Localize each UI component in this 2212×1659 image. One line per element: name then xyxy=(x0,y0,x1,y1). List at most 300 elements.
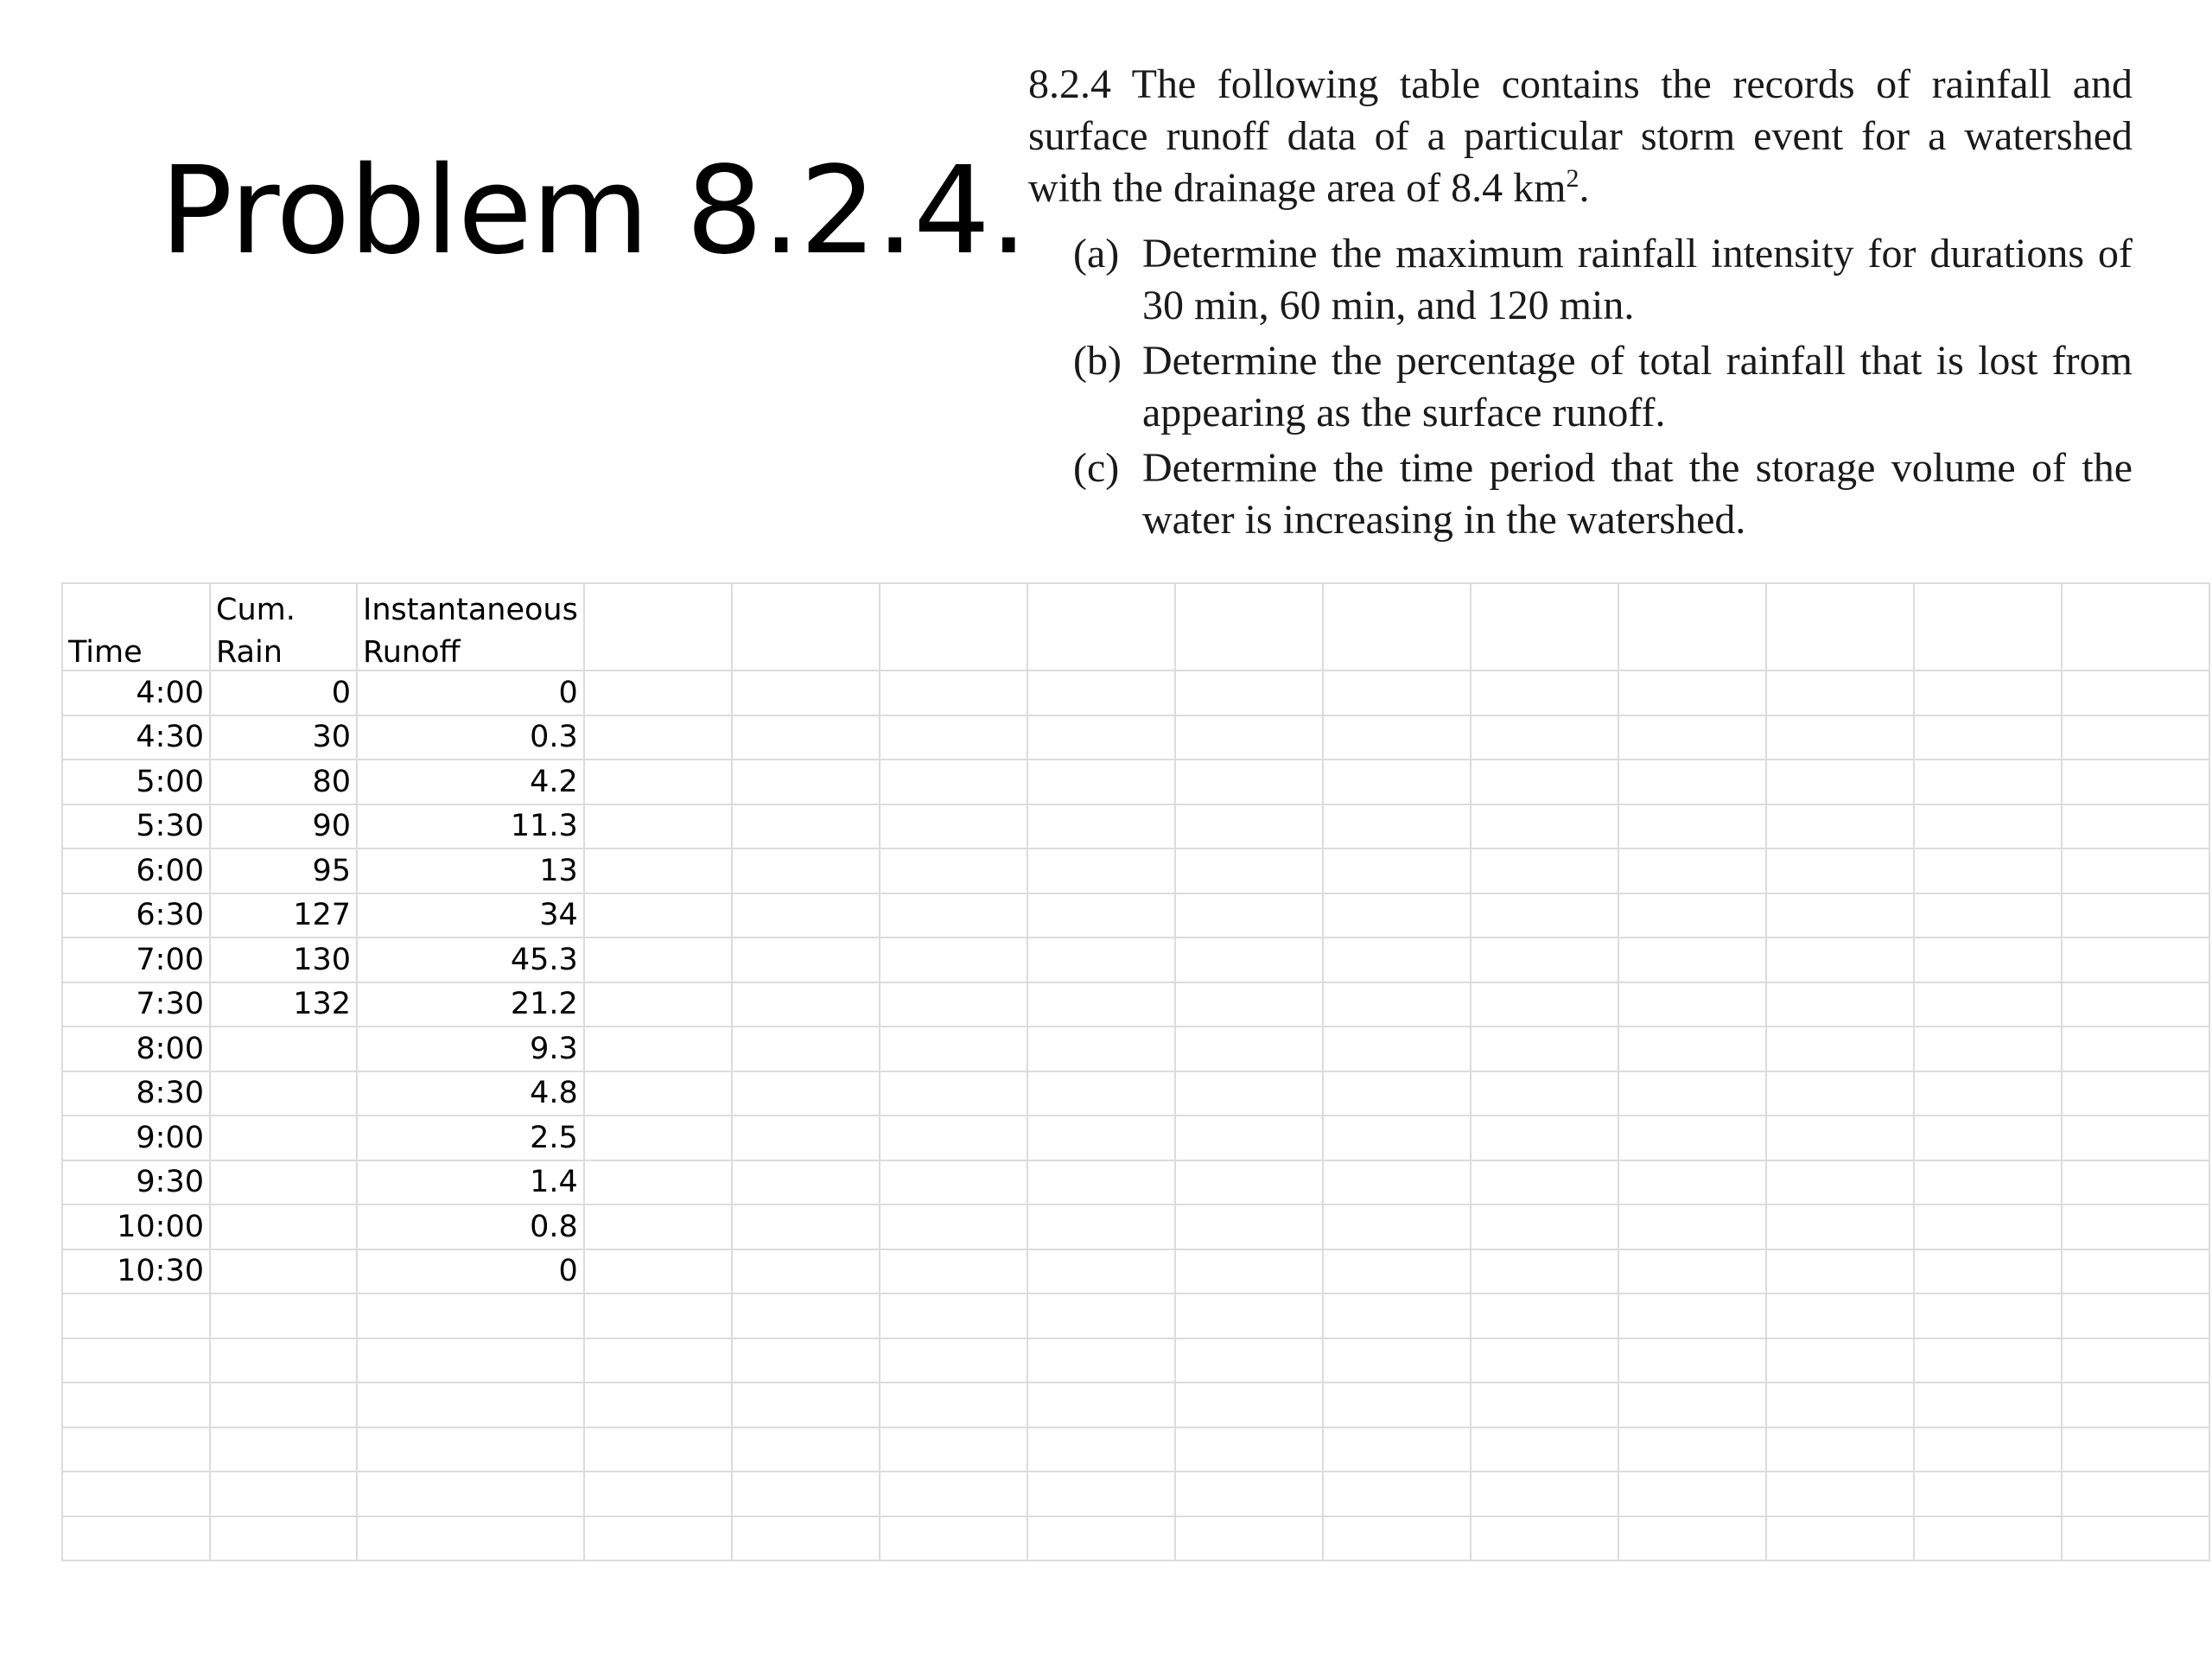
empty-cell[interactable] xyxy=(880,1427,1027,1472)
empty-cell[interactable] xyxy=(584,1294,732,1338)
empty-cell[interactable] xyxy=(1323,1249,1471,1294)
empty-cell[interactable] xyxy=(732,804,880,849)
empty-cell[interactable] xyxy=(1766,1338,1914,1383)
empty-cell[interactable] xyxy=(1323,893,1471,938)
empty-cell[interactable] xyxy=(732,938,880,982)
empty-cell[interactable] xyxy=(1618,982,1766,1027)
empty-cell[interactable] xyxy=(1766,1516,1914,1561)
empty-cell[interactable] xyxy=(1323,1471,1471,1516)
runoff-cell[interactable]: 9.3 xyxy=(357,1027,584,1071)
empty-cell[interactable] xyxy=(732,1071,880,1116)
empty-cell[interactable] xyxy=(1175,1160,1323,1205)
empty-cell[interactable] xyxy=(1027,1027,1175,1071)
empty-cell[interactable] xyxy=(584,627,732,671)
empty-cell[interactable] xyxy=(357,1338,584,1383)
empty-cell[interactable] xyxy=(1618,760,1766,804)
empty-cell[interactable] xyxy=(584,760,732,804)
header-cell[interactable]: Instantaneous xyxy=(357,583,584,627)
empty-cell[interactable] xyxy=(2062,1205,2209,1249)
empty-cell[interactable] xyxy=(1175,1205,1323,1249)
empty-cell[interactable] xyxy=(357,1516,584,1561)
empty-cell[interactable] xyxy=(1471,849,1618,893)
empty-cell[interactable] xyxy=(1175,1516,1323,1561)
empty-cell[interactable] xyxy=(880,760,1027,804)
empty-cell[interactable] xyxy=(880,1338,1027,1383)
empty-cell[interactable] xyxy=(1027,1382,1175,1427)
empty-cell[interactable] xyxy=(880,583,1027,627)
empty-cell[interactable] xyxy=(2062,938,2209,982)
empty-cell[interactable] xyxy=(732,1027,880,1071)
runoff-cell[interactable]: 0.3 xyxy=(357,715,584,760)
empty-cell[interactable] xyxy=(732,1516,880,1561)
empty-cell[interactable] xyxy=(1766,1249,1914,1294)
header-cell[interactable]: Cum. xyxy=(210,583,357,627)
header-cell[interactable]: Runoff xyxy=(357,627,584,671)
empty-cell[interactable] xyxy=(1323,671,1471,715)
empty-cell[interactable] xyxy=(1766,1382,1914,1427)
empty-cell[interactable] xyxy=(2062,1294,2209,1338)
empty-cell[interactable] xyxy=(584,1382,732,1427)
empty-cell[interactable] xyxy=(2062,982,2209,1027)
time-cell[interactable]: 5:30 xyxy=(62,804,210,849)
empty-cell[interactable] xyxy=(210,1471,357,1516)
cum-rain-cell[interactable] xyxy=(210,1205,357,1249)
runoff-cell[interactable]: 45.3 xyxy=(357,938,584,982)
empty-cell[interactable] xyxy=(732,1294,880,1338)
empty-cell[interactable] xyxy=(1618,1205,1766,1249)
empty-cell[interactable] xyxy=(1471,938,1618,982)
cum-rain-cell[interactable] xyxy=(210,1249,357,1294)
empty-cell[interactable] xyxy=(880,1382,1027,1427)
empty-cell[interactable] xyxy=(1471,1071,1618,1116)
cum-rain-cell[interactable] xyxy=(210,1160,357,1205)
empty-cell[interactable] xyxy=(1914,627,2062,671)
empty-cell[interactable] xyxy=(1027,1427,1175,1472)
empty-cell[interactable] xyxy=(1766,982,1914,1027)
empty-cell[interactable] xyxy=(2062,804,2209,849)
empty-cell[interactable] xyxy=(1914,1116,2062,1160)
empty-cell[interactable] xyxy=(880,1205,1027,1249)
empty-cell[interactable] xyxy=(210,1382,357,1427)
empty-cell[interactable] xyxy=(1766,849,1914,893)
empty-cell[interactable] xyxy=(1175,1471,1323,1516)
empty-cell[interactable] xyxy=(1914,1071,2062,1116)
empty-cell[interactable] xyxy=(1914,1160,2062,1205)
empty-cell[interactable] xyxy=(1175,1427,1323,1472)
empty-cell[interactable] xyxy=(1618,849,1766,893)
empty-cell[interactable] xyxy=(1914,1516,2062,1561)
empty-cell[interactable] xyxy=(732,1249,880,1294)
time-cell[interactable]: 6:30 xyxy=(62,893,210,938)
empty-cell[interactable] xyxy=(880,671,1027,715)
empty-cell[interactable] xyxy=(1471,1205,1618,1249)
empty-cell[interactable] xyxy=(880,1071,1027,1116)
empty-cell[interactable] xyxy=(1618,1116,1766,1160)
time-cell[interactable]: 6:00 xyxy=(62,849,210,893)
empty-cell[interactable] xyxy=(1027,760,1175,804)
empty-cell[interactable] xyxy=(880,1116,1027,1160)
cum-rain-cell[interactable]: 130 xyxy=(210,938,357,982)
empty-cell[interactable] xyxy=(1914,1427,2062,1472)
empty-cell[interactable] xyxy=(1914,671,2062,715)
empty-cell[interactable] xyxy=(1027,1249,1175,1294)
empty-cell[interactable] xyxy=(1914,849,2062,893)
empty-cell[interactable] xyxy=(1618,1160,1766,1205)
time-cell[interactable]: 9:00 xyxy=(62,1116,210,1160)
empty-cell[interactable] xyxy=(357,1471,584,1516)
empty-cell[interactable] xyxy=(62,1516,210,1561)
empty-cell[interactable] xyxy=(1914,1338,2062,1383)
empty-cell[interactable] xyxy=(1323,1205,1471,1249)
time-cell[interactable]: 4:30 xyxy=(62,715,210,760)
empty-cell[interactable] xyxy=(1766,1027,1914,1071)
empty-cell[interactable] xyxy=(1766,1116,1914,1160)
cum-rain-cell[interactable] xyxy=(210,1027,357,1071)
empty-cell[interactable] xyxy=(1471,1249,1618,1294)
empty-cell[interactable] xyxy=(880,627,1027,671)
empty-cell[interactable] xyxy=(1766,760,1914,804)
empty-cell[interactable] xyxy=(1175,760,1323,804)
empty-cell[interactable] xyxy=(210,1338,357,1383)
empty-cell[interactable] xyxy=(1323,1160,1471,1205)
empty-cell[interactable] xyxy=(2062,1382,2209,1427)
empty-cell[interactable] xyxy=(1471,1294,1618,1338)
empty-cell[interactable] xyxy=(732,1116,880,1160)
empty-cell[interactable] xyxy=(1618,804,1766,849)
empty-cell[interactable] xyxy=(1914,1205,2062,1249)
empty-cell[interactable] xyxy=(584,1249,732,1294)
empty-cell[interactable] xyxy=(1175,1382,1323,1427)
empty-cell[interactable] xyxy=(584,1071,732,1116)
empty-cell[interactable] xyxy=(584,893,732,938)
empty-cell[interactable] xyxy=(1618,1249,1766,1294)
empty-cell[interactable] xyxy=(1766,627,1914,671)
empty-cell[interactable] xyxy=(1766,1471,1914,1516)
empty-cell[interactable] xyxy=(880,1516,1027,1561)
empty-cell[interactable] xyxy=(2062,1516,2209,1561)
cum-rain-cell[interactable] xyxy=(210,1071,357,1116)
empty-cell[interactable] xyxy=(1914,1027,2062,1071)
empty-cell[interactable] xyxy=(1027,671,1175,715)
runoff-cell[interactable]: 0 xyxy=(357,1249,584,1294)
empty-cell[interactable] xyxy=(1175,1027,1323,1071)
empty-cell[interactable] xyxy=(1914,804,2062,849)
empty-cell[interactable] xyxy=(1766,1160,1914,1205)
empty-cell[interactable] xyxy=(1471,1338,1618,1383)
empty-cell[interactable] xyxy=(880,1294,1027,1338)
empty-cell[interactable] xyxy=(584,804,732,849)
empty-cell[interactable] xyxy=(1175,938,1323,982)
empty-cell[interactable] xyxy=(2062,1471,2209,1516)
empty-cell[interactable] xyxy=(584,1471,732,1516)
time-cell[interactable]: 7:30 xyxy=(62,982,210,1027)
runoff-cell[interactable]: 0 xyxy=(357,671,584,715)
empty-cell[interactable] xyxy=(62,1427,210,1472)
empty-cell[interactable] xyxy=(1027,938,1175,982)
empty-cell[interactable] xyxy=(1471,1471,1618,1516)
empty-cell[interactable] xyxy=(1471,627,1618,671)
empty-cell[interactable] xyxy=(1027,1205,1175,1249)
runoff-cell[interactable]: 4.2 xyxy=(357,760,584,804)
empty-cell[interactable] xyxy=(210,1294,357,1338)
empty-cell[interactable] xyxy=(2062,893,2209,938)
time-cell[interactable]: 10:00 xyxy=(62,1205,210,1249)
empty-cell[interactable] xyxy=(880,982,1027,1027)
empty-cell[interactable] xyxy=(1471,1027,1618,1071)
empty-cell[interactable] xyxy=(584,1116,732,1160)
header-cell[interactable] xyxy=(62,583,210,627)
empty-cell[interactable] xyxy=(584,849,732,893)
empty-cell[interactable] xyxy=(1471,1427,1618,1472)
empty-cell[interactable] xyxy=(1914,1294,2062,1338)
empty-cell[interactable] xyxy=(584,1027,732,1071)
runoff-cell[interactable]: 21.2 xyxy=(357,982,584,1027)
time-cell[interactable]: 8:00 xyxy=(62,1027,210,1071)
empty-cell[interactable] xyxy=(1471,804,1618,849)
empty-cell[interactable] xyxy=(584,1205,732,1249)
empty-cell[interactable] xyxy=(1471,893,1618,938)
empty-cell[interactable] xyxy=(1914,1249,2062,1294)
empty-cell[interactable] xyxy=(1323,1516,1471,1561)
empty-cell[interactable] xyxy=(584,1160,732,1205)
empty-cell[interactable] xyxy=(1618,1427,1766,1472)
cum-rain-cell[interactable] xyxy=(210,1116,357,1160)
empty-cell[interactable] xyxy=(2062,627,2209,671)
empty-cell[interactable] xyxy=(62,1382,210,1427)
empty-cell[interactable] xyxy=(1027,1294,1175,1338)
empty-cell[interactable] xyxy=(2062,1249,2209,1294)
empty-cell[interactable] xyxy=(880,1249,1027,1294)
empty-cell[interactable] xyxy=(1471,671,1618,715)
empty-cell[interactable] xyxy=(1027,715,1175,760)
empty-cell[interactable] xyxy=(732,627,880,671)
empty-cell[interactable] xyxy=(1323,938,1471,982)
empty-cell[interactable] xyxy=(1323,849,1471,893)
cum-rain-cell[interactable]: 80 xyxy=(210,760,357,804)
empty-cell[interactable] xyxy=(732,671,880,715)
empty-cell[interactable] xyxy=(1914,938,2062,982)
empty-cell[interactable] xyxy=(1471,982,1618,1027)
empty-cell[interactable] xyxy=(62,1294,210,1338)
empty-cell[interactable] xyxy=(1027,1071,1175,1116)
empty-cell[interactable] xyxy=(1766,1294,1914,1338)
empty-cell[interactable] xyxy=(880,893,1027,938)
runoff-cell[interactable]: 2.5 xyxy=(357,1116,584,1160)
empty-cell[interactable] xyxy=(1471,715,1618,760)
empty-cell[interactable] xyxy=(880,804,1027,849)
empty-cell[interactable] xyxy=(1323,1338,1471,1383)
empty-cell[interactable] xyxy=(1914,1382,2062,1427)
empty-cell[interactable] xyxy=(1618,1071,1766,1116)
empty-cell[interactable] xyxy=(1766,938,1914,982)
empty-cell[interactable] xyxy=(1175,804,1323,849)
empty-cell[interactable] xyxy=(1323,804,1471,849)
empty-cell[interactable] xyxy=(2062,1027,2209,1071)
cum-rain-cell[interactable]: 0 xyxy=(210,671,357,715)
empty-cell[interactable] xyxy=(210,1516,357,1561)
empty-cell[interactable] xyxy=(2062,760,2209,804)
empty-cell[interactable] xyxy=(1618,1471,1766,1516)
empty-cell[interactable] xyxy=(1766,804,1914,849)
runoff-cell[interactable]: 13 xyxy=(357,849,584,893)
empty-cell[interactable] xyxy=(1618,1382,1766,1427)
empty-cell[interactable] xyxy=(1914,715,2062,760)
empty-cell[interactable] xyxy=(2062,849,2209,893)
empty-cell[interactable] xyxy=(2062,1160,2209,1205)
empty-cell[interactable] xyxy=(1027,893,1175,938)
empty-cell[interactable] xyxy=(1323,1116,1471,1160)
empty-cell[interactable] xyxy=(1618,715,1766,760)
empty-cell[interactable] xyxy=(2062,1338,2209,1383)
empty-cell[interactable] xyxy=(1027,583,1175,627)
empty-cell[interactable] xyxy=(584,1427,732,1472)
empty-cell[interactable] xyxy=(1027,1338,1175,1383)
cum-rain-cell[interactable]: 95 xyxy=(210,849,357,893)
time-cell[interactable]: 4:00 xyxy=(62,671,210,715)
empty-cell[interactable] xyxy=(1175,1116,1323,1160)
empty-cell[interactable] xyxy=(584,1338,732,1383)
empty-cell[interactable] xyxy=(357,1427,584,1472)
empty-cell[interactable] xyxy=(1766,1205,1914,1249)
empty-cell[interactable] xyxy=(732,760,880,804)
runoff-cell[interactable]: 4.8 xyxy=(357,1071,584,1116)
empty-cell[interactable] xyxy=(1914,1471,2062,1516)
empty-cell[interactable] xyxy=(1618,1516,1766,1561)
empty-cell[interactable] xyxy=(1471,1160,1618,1205)
empty-cell[interactable] xyxy=(1766,1427,1914,1472)
empty-cell[interactable] xyxy=(1618,1027,1766,1071)
empty-cell[interactable] xyxy=(1027,982,1175,1027)
empty-cell[interactable] xyxy=(1027,1160,1175,1205)
empty-cell[interactable] xyxy=(1471,583,1618,627)
empty-cell[interactable] xyxy=(1618,583,1766,627)
empty-cell[interactable] xyxy=(732,583,880,627)
empty-cell[interactable] xyxy=(62,1471,210,1516)
empty-cell[interactable] xyxy=(584,715,732,760)
empty-cell[interactable] xyxy=(1175,849,1323,893)
empty-cell[interactable] xyxy=(1323,1294,1471,1338)
runoff-cell[interactable]: 1.4 xyxy=(357,1160,584,1205)
empty-cell[interactable] xyxy=(1766,671,1914,715)
empty-cell[interactable] xyxy=(1766,893,1914,938)
empty-cell[interactable] xyxy=(210,1427,357,1472)
empty-cell[interactable] xyxy=(1175,1071,1323,1116)
empty-cell[interactable] xyxy=(357,1294,584,1338)
runoff-cell[interactable]: 0.8 xyxy=(357,1205,584,1249)
cum-rain-cell[interactable]: 127 xyxy=(210,893,357,938)
empty-cell[interactable] xyxy=(732,1205,880,1249)
empty-cell[interactable] xyxy=(880,849,1027,893)
empty-cell[interactable] xyxy=(584,671,732,715)
empty-cell[interactable] xyxy=(1323,1027,1471,1071)
empty-cell[interactable] xyxy=(1175,893,1323,938)
empty-cell[interactable] xyxy=(1175,1338,1323,1383)
empty-cell[interactable] xyxy=(732,982,880,1027)
empty-cell[interactable] xyxy=(584,583,732,627)
empty-cell[interactable] xyxy=(1618,893,1766,938)
empty-cell[interactable] xyxy=(1914,583,2062,627)
empty-cell[interactable] xyxy=(732,1338,880,1383)
empty-cell[interactable] xyxy=(1175,627,1323,671)
empty-cell[interactable] xyxy=(1914,760,2062,804)
empty-cell[interactable] xyxy=(880,1160,1027,1205)
cum-rain-cell[interactable]: 132 xyxy=(210,982,357,1027)
cum-rain-cell[interactable]: 90 xyxy=(210,804,357,849)
empty-cell[interactable] xyxy=(2062,1427,2209,1472)
empty-cell[interactable] xyxy=(1175,583,1323,627)
empty-cell[interactable] xyxy=(732,1382,880,1427)
empty-cell[interactable] xyxy=(62,1338,210,1383)
empty-cell[interactable] xyxy=(1027,804,1175,849)
empty-cell[interactable] xyxy=(1914,893,2062,938)
empty-cell[interactable] xyxy=(1175,715,1323,760)
empty-cell[interactable] xyxy=(1323,1427,1471,1472)
time-cell[interactable]: 8:30 xyxy=(62,1071,210,1116)
empty-cell[interactable] xyxy=(1618,671,1766,715)
empty-cell[interactable] xyxy=(1175,1294,1323,1338)
empty-cell[interactable] xyxy=(732,1160,880,1205)
empty-cell[interactable] xyxy=(1323,1382,1471,1427)
runoff-cell[interactable]: 34 xyxy=(357,893,584,938)
empty-cell[interactable] xyxy=(732,715,880,760)
empty-cell[interactable] xyxy=(1175,671,1323,715)
empty-cell[interactable] xyxy=(2062,1071,2209,1116)
empty-cell[interactable] xyxy=(1618,1294,1766,1338)
empty-cell[interactable] xyxy=(584,1516,732,1561)
empty-cell[interactable] xyxy=(1323,627,1471,671)
empty-cell[interactable] xyxy=(1027,1516,1175,1561)
empty-cell[interactable] xyxy=(880,1471,1027,1516)
empty-cell[interactable] xyxy=(1766,715,1914,760)
empty-cell[interactable] xyxy=(1766,1071,1914,1116)
empty-cell[interactable] xyxy=(732,849,880,893)
empty-cell[interactable] xyxy=(732,893,880,938)
empty-cell[interactable] xyxy=(1471,1382,1618,1427)
empty-cell[interactable] xyxy=(1027,1116,1175,1160)
empty-cell[interactable] xyxy=(1323,715,1471,760)
empty-cell[interactable] xyxy=(1027,627,1175,671)
time-cell[interactable]: 7:00 xyxy=(62,938,210,982)
header-cell[interactable]: Rain xyxy=(210,627,357,671)
empty-cell[interactable] xyxy=(1618,627,1766,671)
time-cell[interactable]: 9:30 xyxy=(62,1160,210,1205)
empty-cell[interactable] xyxy=(1471,1516,1618,1561)
empty-cell[interactable] xyxy=(1914,982,2062,1027)
empty-cell[interactable] xyxy=(1027,849,1175,893)
empty-cell[interactable] xyxy=(1471,1116,1618,1160)
empty-cell[interactable] xyxy=(1323,760,1471,804)
cum-rain-cell[interactable]: 30 xyxy=(210,715,357,760)
empty-cell[interactable] xyxy=(2062,671,2209,715)
empty-cell[interactable] xyxy=(2062,583,2209,627)
empty-cell[interactable] xyxy=(880,1027,1027,1071)
empty-cell[interactable] xyxy=(1323,583,1471,627)
empty-cell[interactable] xyxy=(880,715,1027,760)
empty-cell[interactable] xyxy=(732,1427,880,1472)
empty-cell[interactable] xyxy=(1618,938,1766,982)
empty-cell[interactable] xyxy=(2062,715,2209,760)
empty-cell[interactable] xyxy=(357,1382,584,1427)
time-cell[interactable]: 10:30 xyxy=(62,1249,210,1294)
runoff-cell[interactable]: 11.3 xyxy=(357,804,584,849)
empty-cell[interactable] xyxy=(584,982,732,1027)
empty-cell[interactable] xyxy=(1471,760,1618,804)
empty-cell[interactable] xyxy=(1618,1338,1766,1383)
time-cell[interactable]: 5:00 xyxy=(62,760,210,804)
empty-cell[interactable] xyxy=(1027,1471,1175,1516)
empty-cell[interactable] xyxy=(1175,982,1323,1027)
empty-cell[interactable] xyxy=(584,938,732,982)
